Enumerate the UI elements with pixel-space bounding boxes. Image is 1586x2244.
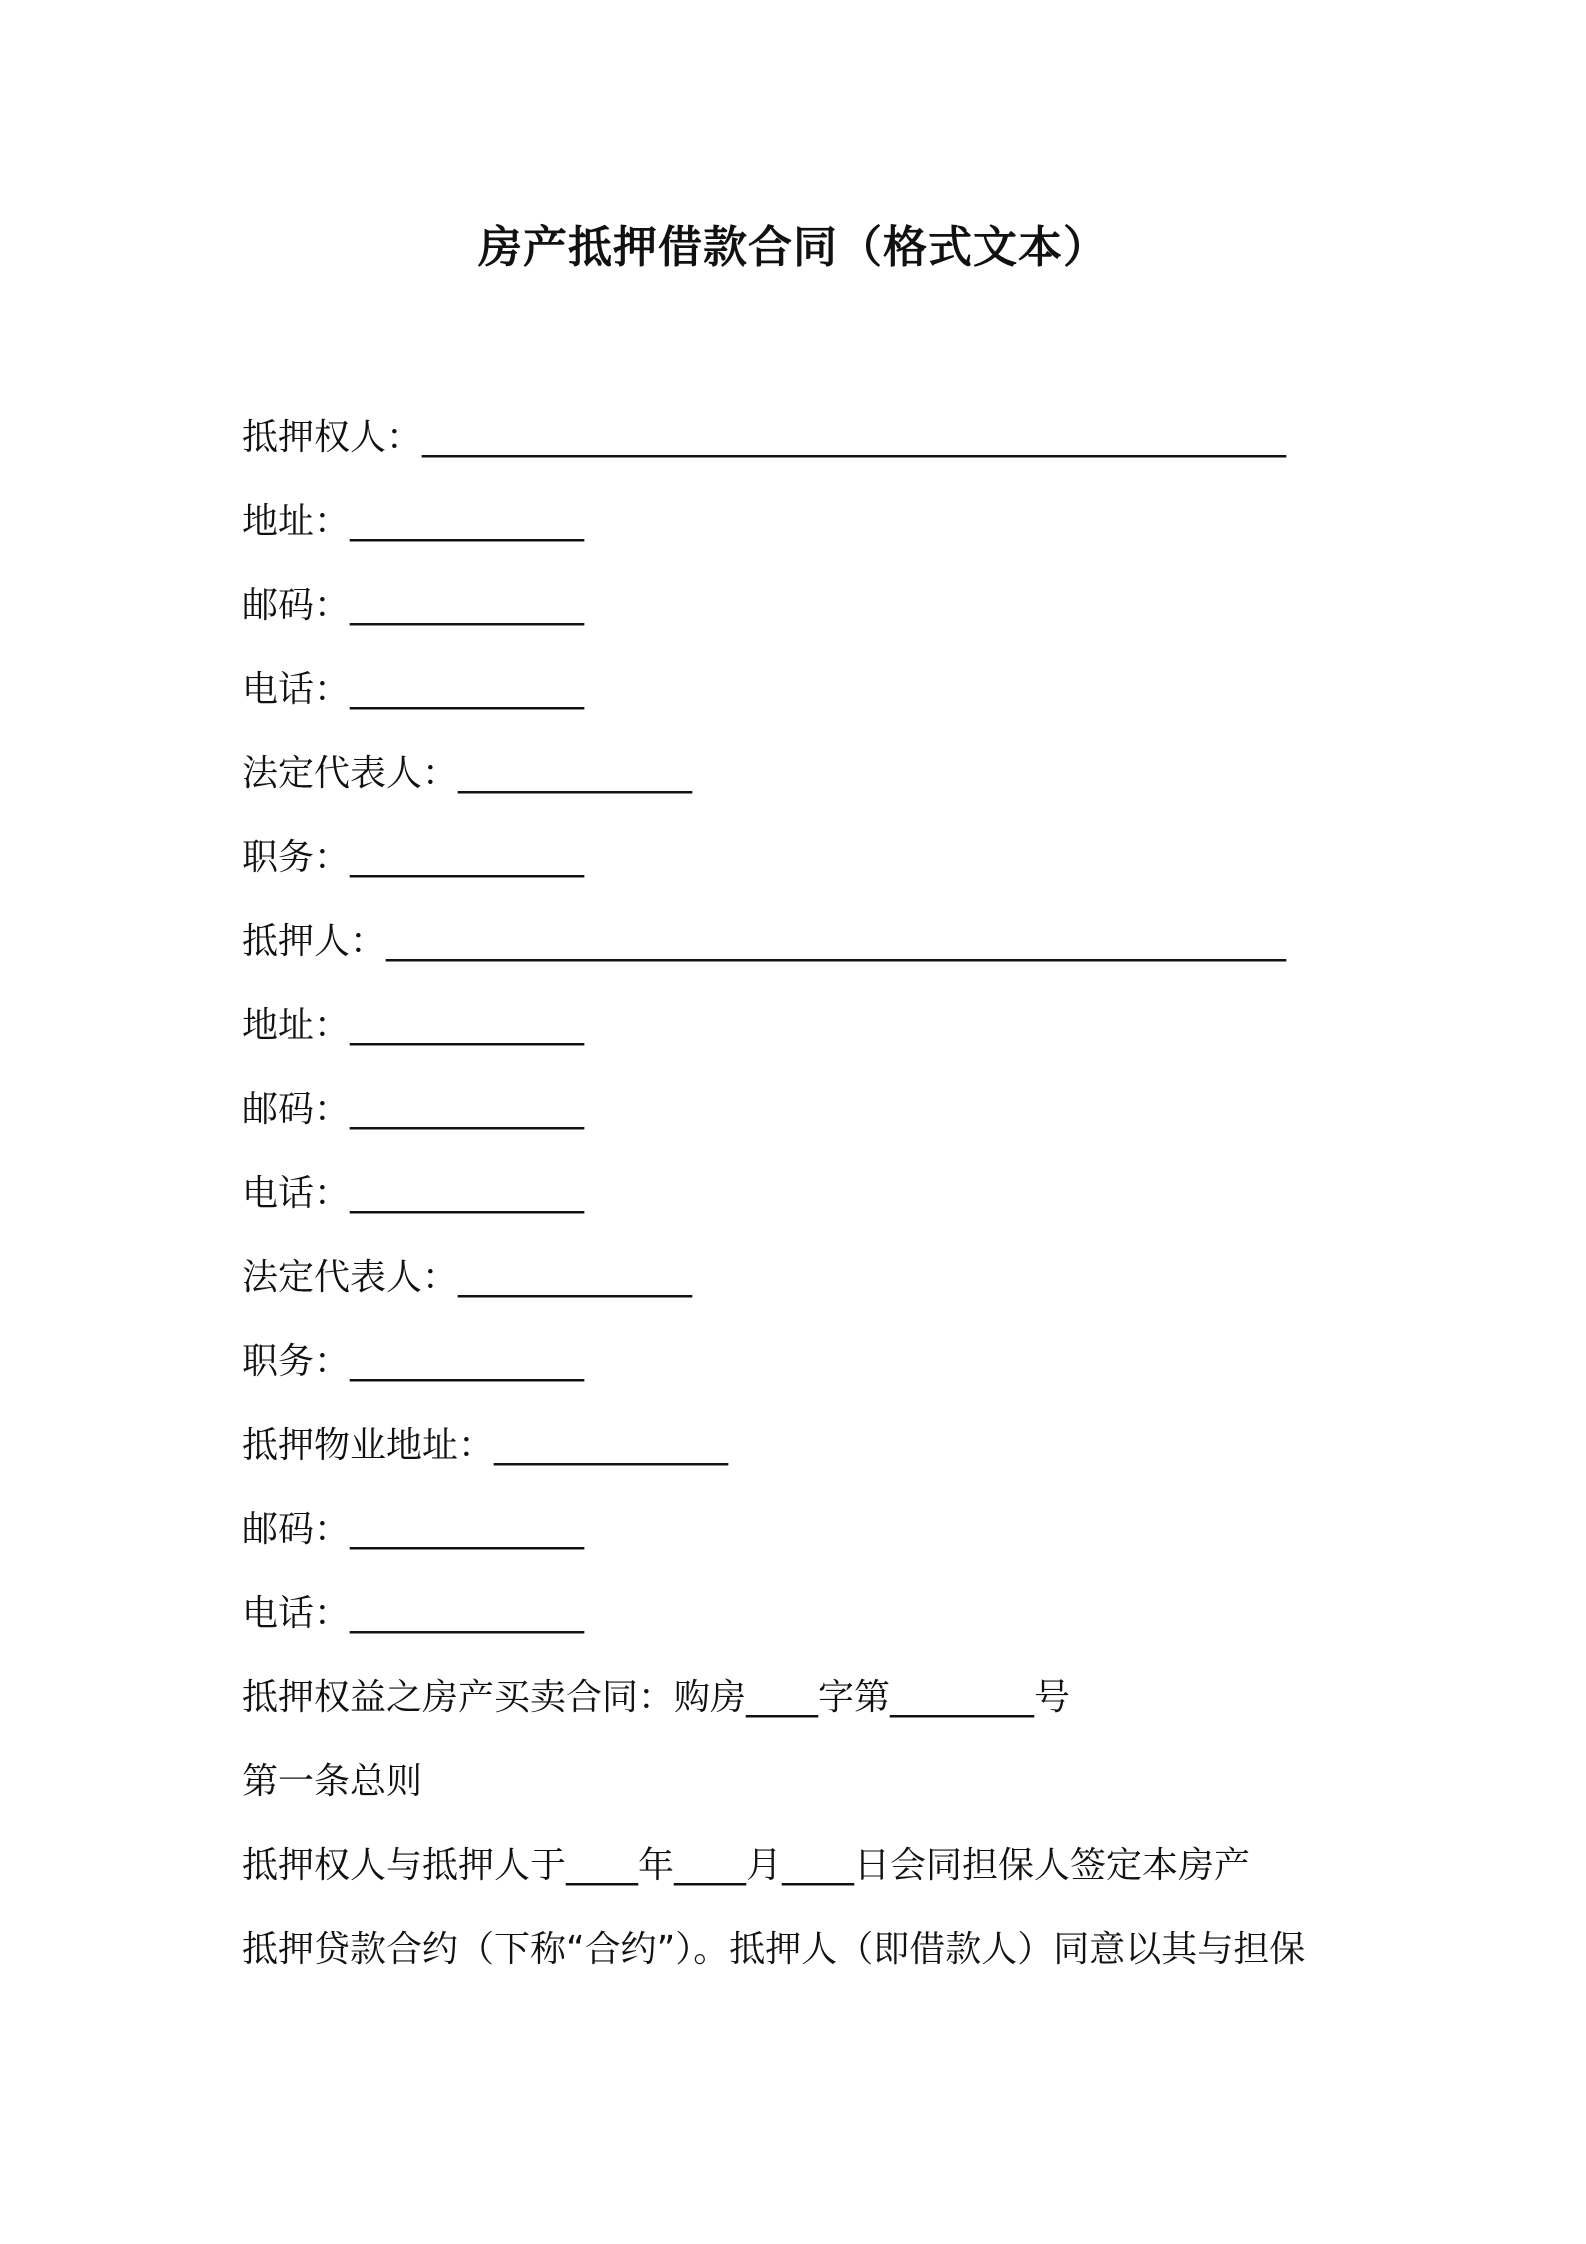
paragraph-line: 抵押贷款合约（下称“合约”）。抵押人（即借款人）同意以其与担保 [242,1929,1306,1970]
mortgagee-legal-rep-field: 法定代表人：_____________ [242,753,693,794]
property-postcode-field: 邮码：_____________ [242,1509,585,1550]
mortgagee-postcode-field: 邮码：_____________ [242,585,585,626]
mortgagor-position-field: 职务：_____________ [242,1341,585,1382]
mortgagor-address-field: 地址：_____________ [242,1005,585,1046]
mortgagee-phone-field: 电话：_____________ [242,669,585,710]
property-address-field: 抵押物业地址：_____________ [242,1425,729,1466]
mortgagor-phone-field: 电话：_____________ [242,1173,585,1214]
paragraph-line: 抵押权人与抵押人于____年____月____日会同担保人签定本房产 [242,1845,1251,1886]
mortgagor-field: 抵押人：__________________________________________________ [242,921,1286,962]
purchase-contract-field: 抵押权益之房产买卖合同：购房____字第________号 [242,1677,1071,1718]
mortgagor-postcode-field: 邮码：_____________ [242,1089,585,1130]
property-phone-field: 电话：_____________ [242,1593,585,1634]
document-body [242,408,1352,2004]
mortgagee-position-field: 职务：_____________ [242,837,585,878]
mortgagee-field: 抵押权人：________________________________________________ [242,417,1287,458]
mortgagor-legal-rep-field: 法定代表人：_____________ [242,1257,693,1298]
document-title: 房产抵押借款合同（格式文本） [478,222,1108,273]
article-1-heading: 第一条总则 [242,1761,423,1802]
mortgagee-address-field: 地址：_____________ [242,501,585,542]
